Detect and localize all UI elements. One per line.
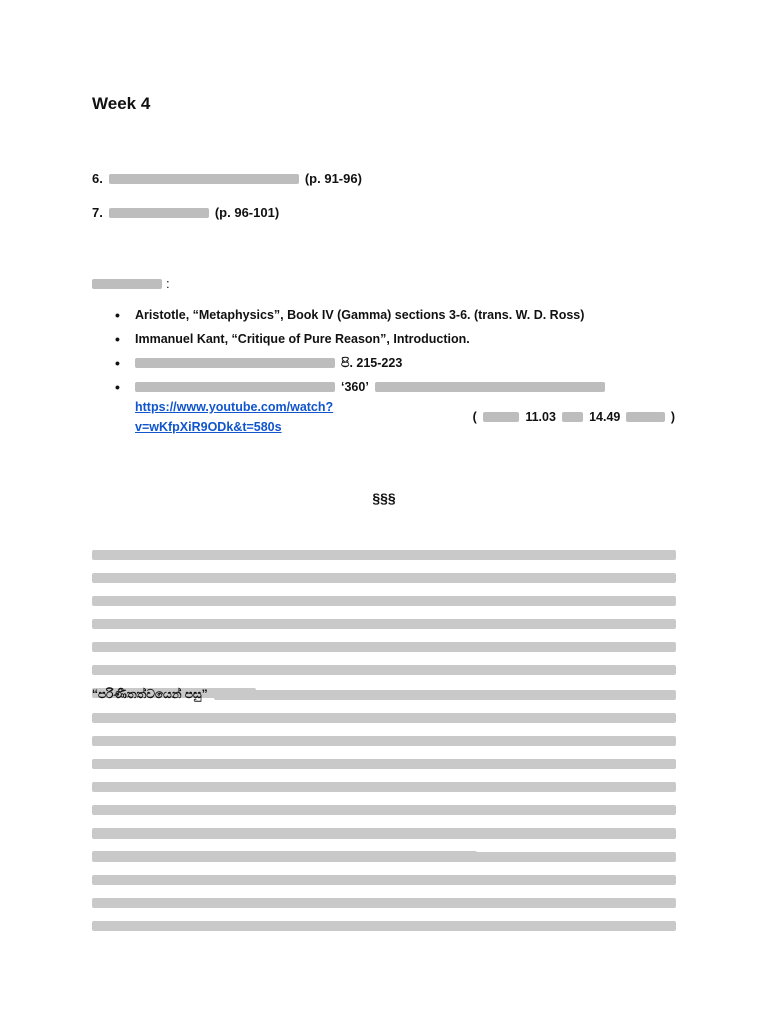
sinhala-text-mask xyxy=(135,358,335,368)
sinhala-text-mask xyxy=(375,382,605,392)
body-paragraph xyxy=(92,543,676,704)
sinhala-text-mask xyxy=(135,382,335,392)
topic-number: 7. xyxy=(92,205,103,220)
sinhala-text-mask xyxy=(109,208,209,218)
reading-list xyxy=(115,305,675,441)
topic-heading-7 xyxy=(92,205,279,220)
reading-item: • Immanuel Kant, “Critique of Pure Reason”, Introduction. xyxy=(115,329,675,349)
body-paragraph xyxy=(92,822,676,937)
topic-number: 6. xyxy=(92,171,103,186)
reading-item: • පි. 215-223 xyxy=(115,353,675,373)
sinhala-text-mask xyxy=(483,412,520,422)
topic-page-ref: (p. 91-96) xyxy=(304,171,362,186)
sinhala-text-mask xyxy=(626,412,664,422)
quoted-title: “පරිණීතත්වයෙන් පසු” xyxy=(92,687,208,701)
sinhala-text-mask xyxy=(109,174,299,184)
reading-item: • Aristotle, “Metaphysics”, Book IV (Gamma) sections 3-6. (trans. W. D. Ross) xyxy=(115,305,675,325)
reading-item: • ‘360’ https://www.youtube.com/watch?v=wKfpXiR9ODk&t=580s ( 11.03 14.49 ) xyxy=(115,377,675,437)
youtube-link[interactable]: https://www.youtube.com/watch?v=wKfpXiR9ODk&t=580s xyxy=(135,400,334,434)
page-title: Week 4 xyxy=(92,94,151,113)
topic-heading-6 xyxy=(92,171,362,186)
topic-page-ref: (p. 96-101) xyxy=(214,205,280,220)
section-divider: §§§ xyxy=(372,490,396,506)
further-reading-label: : xyxy=(92,276,170,291)
sinhala-text-mask xyxy=(92,279,162,289)
sinhala-text-mask xyxy=(562,412,583,422)
